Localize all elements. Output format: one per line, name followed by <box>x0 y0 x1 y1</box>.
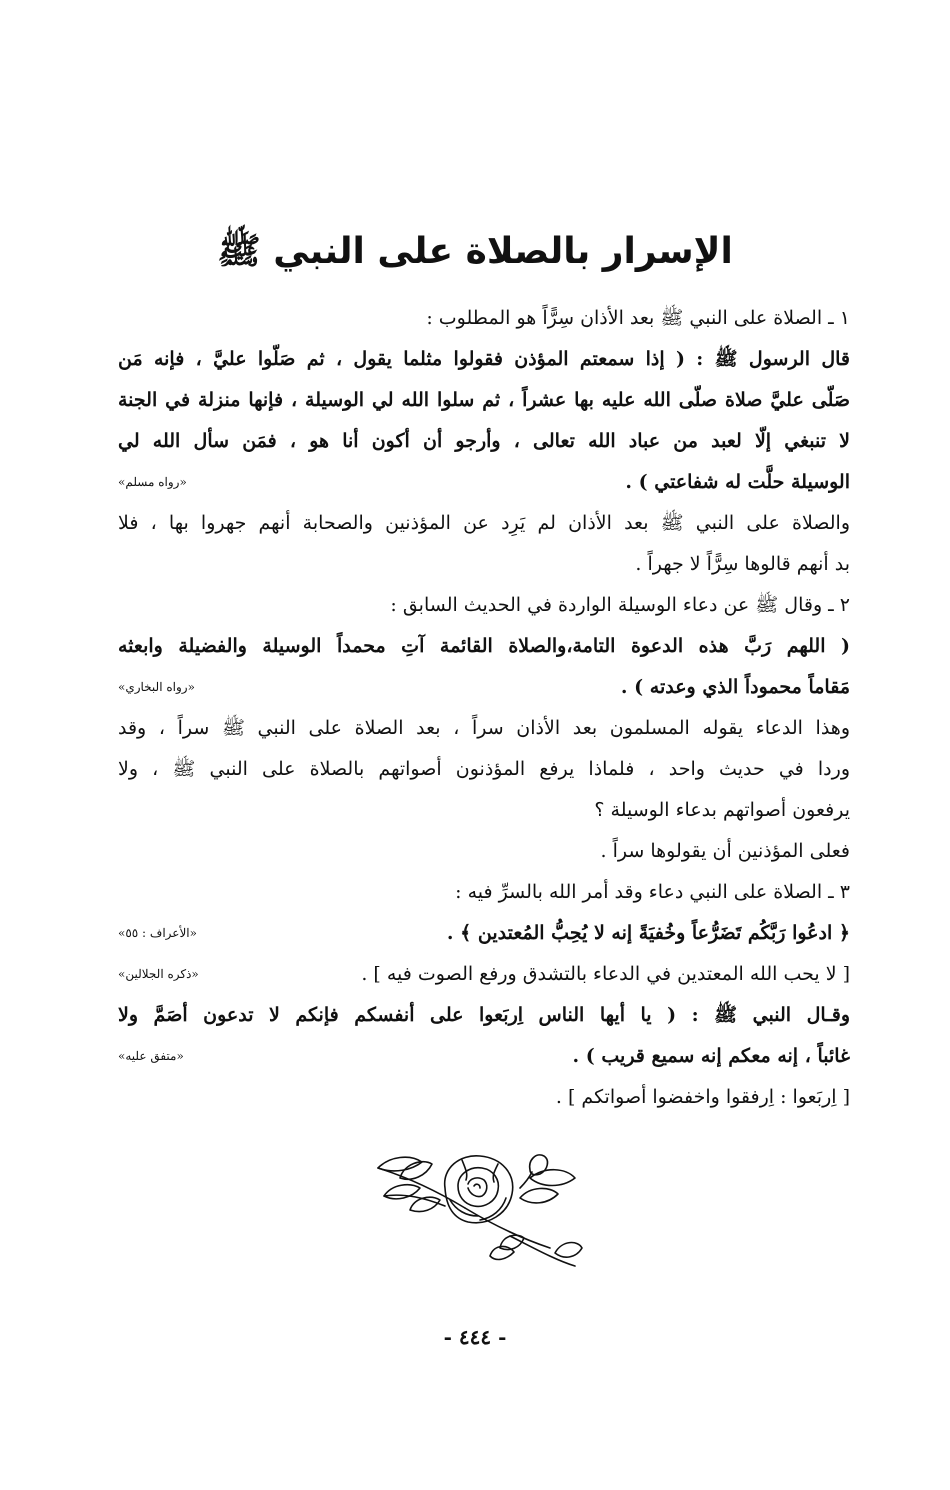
source-citation: «رواه مسلم» <box>118 475 187 489</box>
text-line <box>118 503 850 544</box>
text-line <box>118 790 850 831</box>
line-text: والصلاة على النبي ﷺ بعد الأذان لم يَرِد عن المؤذنين والصحابة أنهم جهروا بها ، فلا <box>118 512 850 534</box>
source-citation: «الأعراف : ٥٥» <box>118 926 197 940</box>
source-citation: «ذكره الجلالين» <box>118 967 199 981</box>
text-line <box>118 380 850 421</box>
text-line <box>118 339 850 380</box>
text-line <box>118 421 850 462</box>
line-text: يرفعون أصواتهم بدعاء الوسيلة ؟ <box>594 799 850 821</box>
line-text: مَقاماً محموداً الذي وعدته ) . <box>620 676 850 698</box>
text-line <box>118 626 850 667</box>
text-line <box>118 667 850 708</box>
line-text: وهذا الدعاء يقوله المسلمون بعد الأذان سراً ، بعد الصلاة على النبي ﷺ سراً ، وقد <box>118 717 850 739</box>
source-citation: «رواه البخاري» <box>118 680 195 694</box>
text-line <box>118 913 850 954</box>
text-line <box>118 585 850 626</box>
line-text: الوسيلة حلَّت له شفاعتي ) . <box>625 471 850 493</box>
text-line <box>118 995 850 1036</box>
text-line <box>118 708 850 749</box>
rose-ornament-icon <box>370 1148 585 1273</box>
line-text: قال الرسول ﷺ : ( إذا سمعتم المؤذن فقولوا مثلما يقول ، ثم صَلّوا عليَّ ، فإنه مَن <box>118 348 850 370</box>
line-text: ﴿ ادعُوا رَبَّكُم تَضَرُّعاً وخُفيَةً إنه لا يُحِبُّ المُعتدين ﴾ . <box>446 922 850 944</box>
line-text: صَلّى عليَّ صلاة صلّى الله عليه بها عشراً ، ثم سلوا الله لي الوسيلة ، فإنها منزلة في الجنة <box>118 389 850 411</box>
body-text <box>118 298 850 1118</box>
line-text: وقـال النبي ﷺ : ( يا أيها الناس اِربَعوا على أنفسكم فإنكم لا تدعون أصَمَّ ولا <box>118 1004 850 1026</box>
text-line <box>118 1077 850 1118</box>
text-line <box>118 298 850 339</box>
line-text: ٣ ـ الصلاة على النبي دعاء وقد أمر الله بالسرِّ فيه : <box>455 881 850 903</box>
line-text: بد أنهم قالوها سِرًّاً لا جهراً . <box>635 553 850 575</box>
line-text: ( اللهم رَبَّ هذه الدعوة التامة،والصلاة القائمة آتِ محمداً الوسيلة والفضيلة وابعثه <box>118 635 850 657</box>
line-text: [ اِربَعوا : اِرفقوا واخفضوا أصواتكم ] . <box>555 1086 850 1108</box>
text-line <box>118 831 850 872</box>
line-text: ٢ ـ وقال ﷺ عن دعاء الوسيلة الواردة في الحديث السابق : <box>390 594 850 616</box>
line-text: لا تنبغي إلّا لعبد من عباد الله تعالى ، وأرجو أن أكون أنا هو ، فمَن سأل الله لي <box>118 430 850 452</box>
line-text: فعلى المؤذنين أن يقولوها سراً . <box>600 840 850 862</box>
text-line <box>118 954 850 995</box>
line-text: ١ ـ الصلاة على النبي ﷺ بعد الأذان سِرًّاً هو المطلوب : <box>426 307 850 329</box>
text-line <box>118 544 850 585</box>
text-line <box>118 462 850 503</box>
source-citation: «متفق عليه» <box>118 1049 184 1063</box>
page-number: - ٤٤٤ - <box>443 1325 507 1349</box>
text-line <box>118 872 850 913</box>
text-line <box>118 1036 850 1077</box>
line-text: وردا في حديث واحد ، فلماذا يرفع المؤذنون أصواتهم بالصلاة على النبي ﷺ ، ولا <box>118 758 850 780</box>
page-title: الإسرار بالصلاة على النبي ﷺ <box>217 231 733 272</box>
line-text: غائباً ، إنه معكم إنه سميع قريب ) . <box>572 1045 850 1067</box>
text-line <box>118 749 850 790</box>
line-text: [ لا يحب الله المعتدين في الدعاء بالتشدق ورفع الصوت فيه ] . <box>361 963 850 985</box>
